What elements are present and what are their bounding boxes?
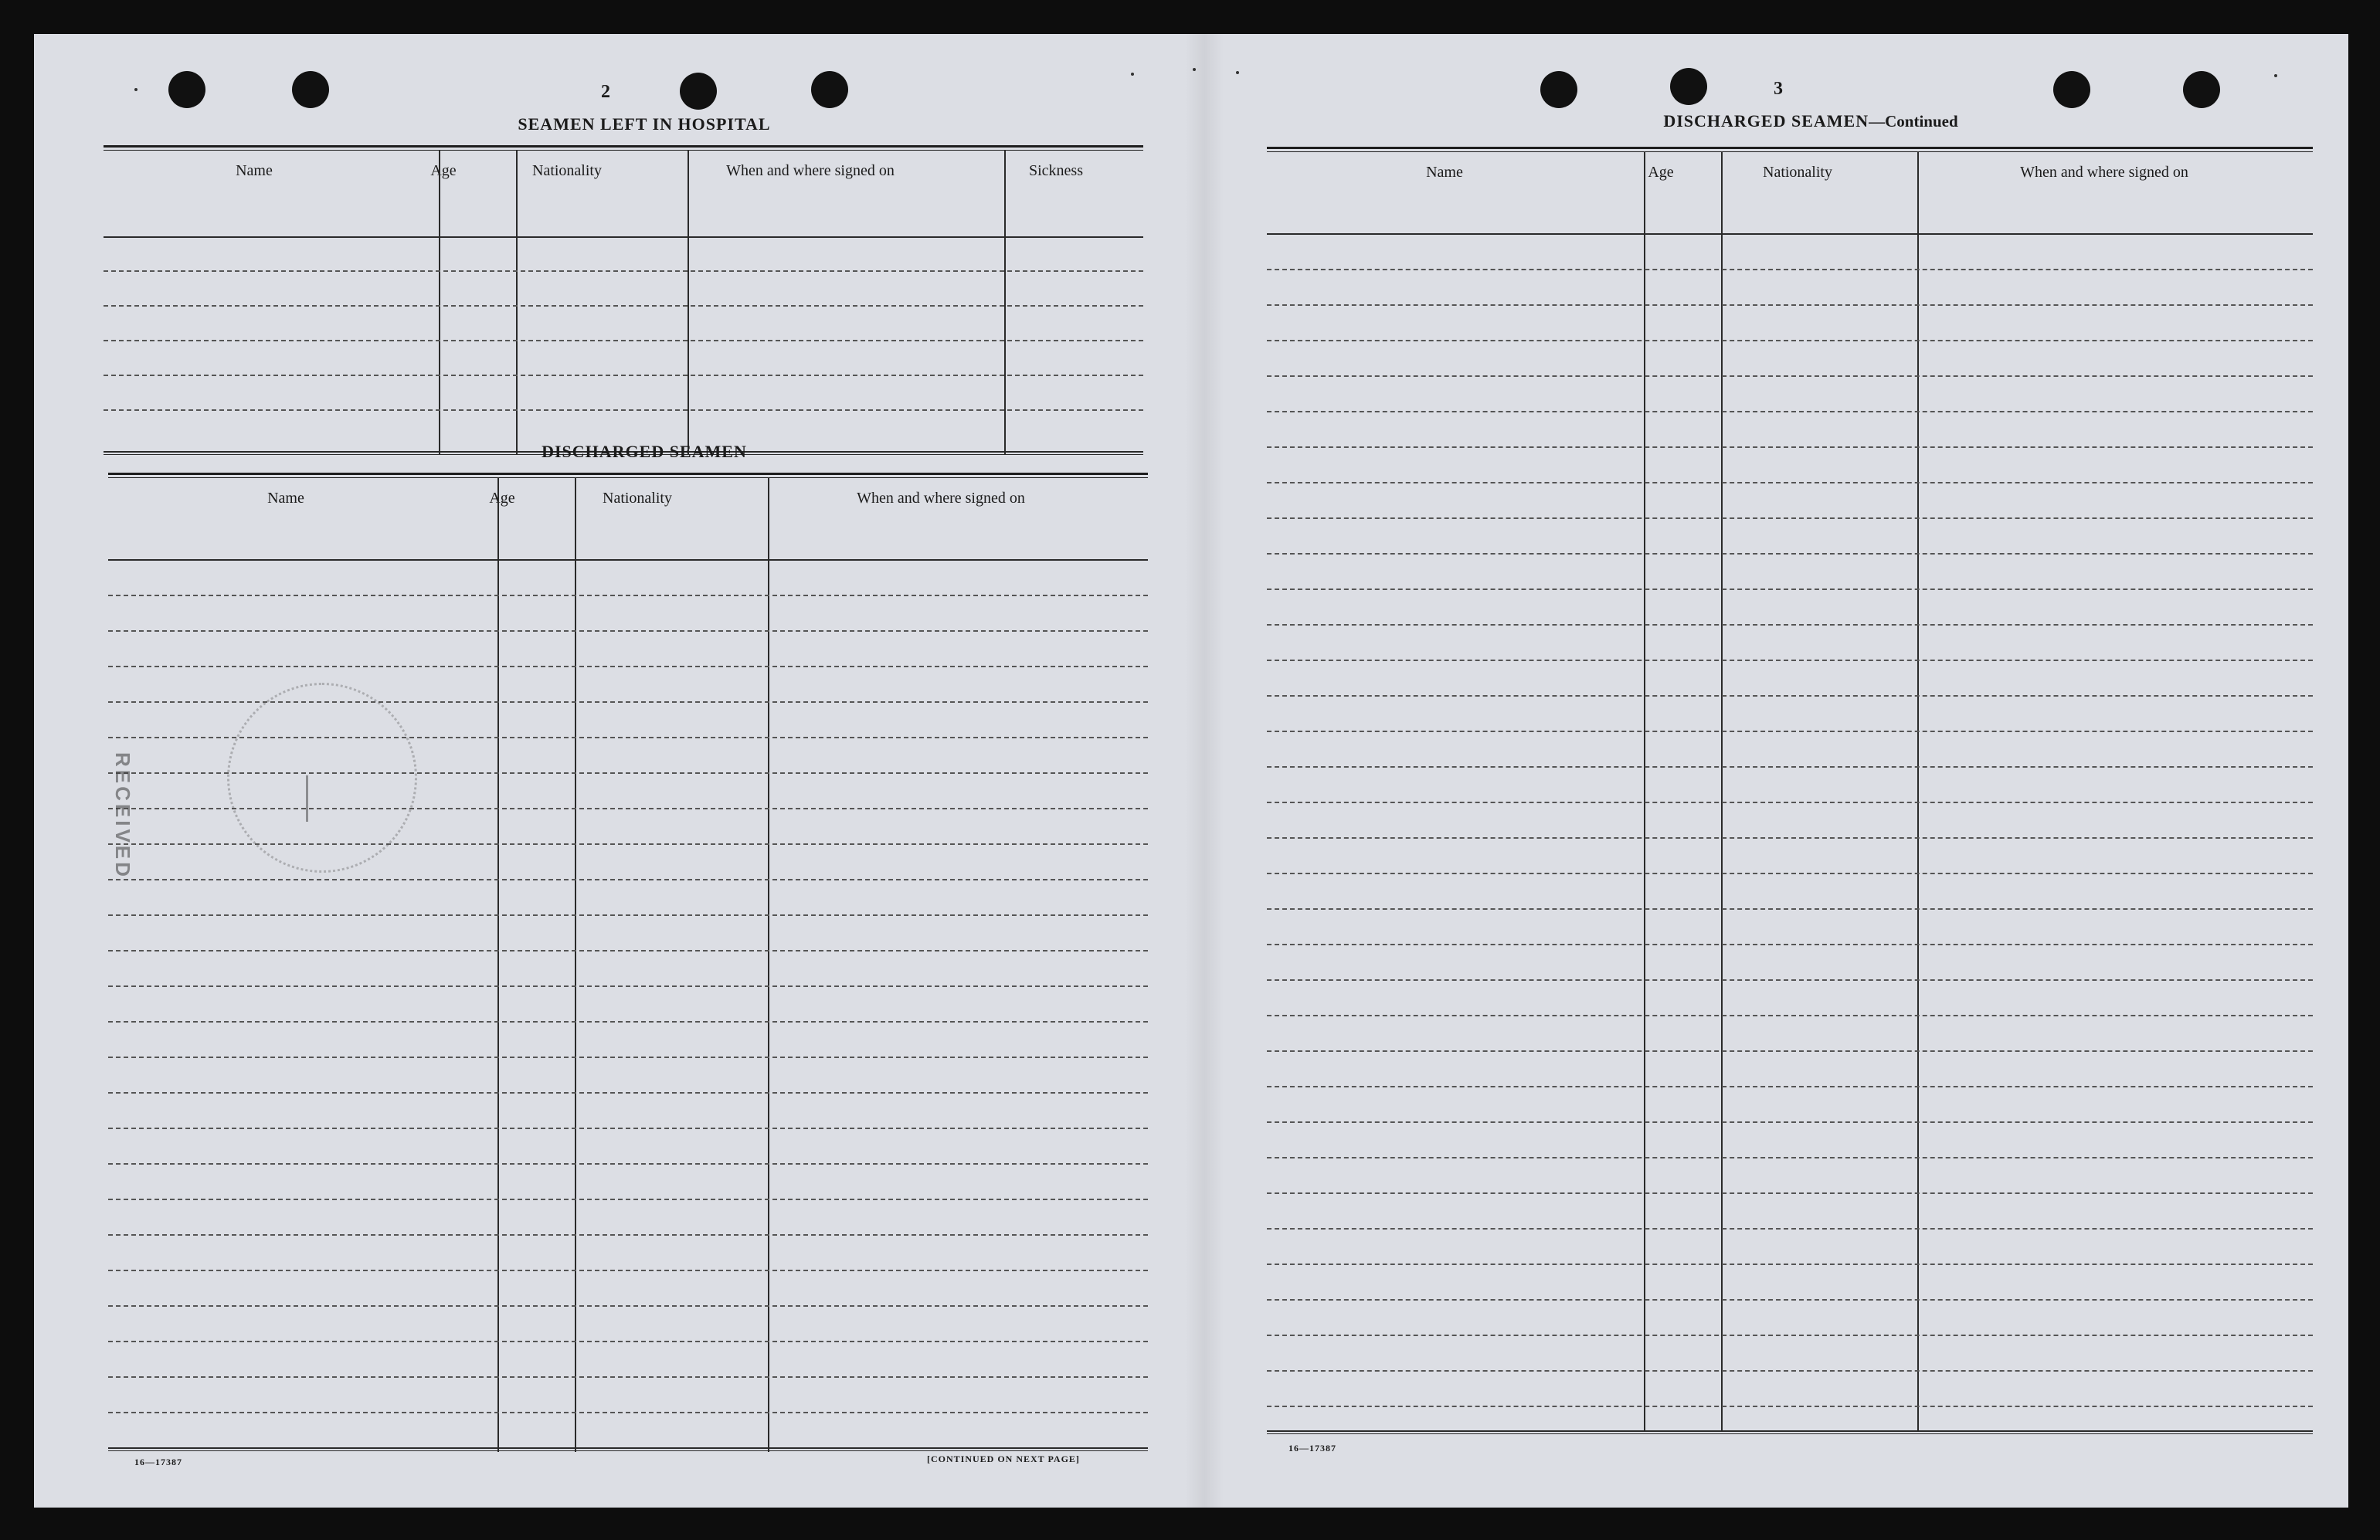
column-divider bbox=[1721, 151, 1723, 1430]
table-bottom-rule bbox=[108, 1447, 1148, 1451]
entry-line bbox=[1267, 873, 2313, 874]
discharged-section-title: DISCHARGED SEAMEN bbox=[542, 442, 747, 461]
entry-line bbox=[1267, 908, 2313, 910]
section-title-main: DISCHARGED SEAMEN bbox=[1663, 111, 1869, 131]
column-divider bbox=[688, 150, 689, 454]
entry-line bbox=[1267, 1086, 2313, 1087]
punch-hole bbox=[1540, 71, 1577, 108]
speck bbox=[134, 88, 138, 91]
entry-line bbox=[1267, 446, 2313, 448]
entry-line bbox=[108, 1376, 1148, 1378]
entry-line bbox=[1267, 624, 2313, 626]
table-top-rule bbox=[104, 145, 1143, 151]
table-top-rule bbox=[1267, 147, 2313, 152]
scanned-document bbox=[34, 34, 2348, 1508]
stamp-mark bbox=[306, 775, 336, 822]
entry-line bbox=[108, 1234, 1148, 1236]
entry-line bbox=[104, 409, 1143, 411]
entry-line bbox=[1267, 340, 2313, 341]
form-code-right: 16—17387 bbox=[1288, 1443, 1336, 1454]
column-header-age: Age bbox=[1648, 164, 1674, 181]
entry-line bbox=[108, 950, 1148, 951]
entry-line bbox=[1267, 304, 2313, 306]
entry-line bbox=[1267, 1370, 2313, 1372]
column-header-name: Name bbox=[267, 490, 304, 507]
column-header-nationality: Nationality bbox=[532, 162, 602, 179]
column-divider bbox=[516, 150, 518, 454]
entry-line bbox=[108, 914, 1148, 916]
entry-line bbox=[1267, 660, 2313, 661]
entry-line bbox=[1267, 766, 2313, 768]
entry-line bbox=[108, 595, 1148, 596]
discharged-table-right bbox=[1267, 147, 2313, 1437]
entry-line bbox=[1267, 553, 2313, 555]
entry-line bbox=[108, 1057, 1148, 1058]
discharged-table-left bbox=[108, 473, 1148, 1455]
table-top-rule bbox=[108, 473, 1148, 478]
entry-line bbox=[1267, 802, 2313, 803]
entry-line bbox=[1267, 589, 2313, 590]
entry-line bbox=[1267, 375, 2313, 377]
entry-line bbox=[1267, 1228, 2313, 1230]
column-header-signed-on: When and where signed on bbox=[857, 490, 1025, 507]
entry-line bbox=[1267, 1121, 2313, 1123]
entry-line bbox=[1267, 1299, 2313, 1301]
continued-note: [CONTINUED ON NEXT PAGE] bbox=[927, 1454, 1080, 1464]
entry-line bbox=[1267, 979, 2313, 981]
entry-line bbox=[108, 1021, 1148, 1023]
entry-line bbox=[108, 985, 1148, 987]
form-code-left: 16—17387 bbox=[134, 1457, 182, 1467]
entry-line bbox=[104, 305, 1143, 307]
punch-hole bbox=[1670, 68, 1707, 105]
entry-line bbox=[108, 1128, 1148, 1129]
entry-line bbox=[108, 1270, 1148, 1271]
entry-line bbox=[1267, 517, 2313, 519]
column-header-name: Name bbox=[1426, 164, 1463, 181]
entry-line bbox=[1267, 1192, 2313, 1194]
punch-hole bbox=[811, 71, 848, 108]
speck bbox=[1236, 71, 1239, 74]
column-header-nationality: Nationality bbox=[603, 490, 672, 507]
entry-line bbox=[108, 630, 1148, 632]
hospital-table bbox=[104, 145, 1143, 457]
speck bbox=[1193, 68, 1196, 71]
speck bbox=[2274, 74, 2277, 77]
column-header-signed-on: When and where signed on bbox=[726, 162, 895, 179]
header-rule bbox=[1267, 233, 2313, 235]
entry-line bbox=[1267, 1335, 2313, 1336]
column-header-sickness: Sickness bbox=[1029, 162, 1083, 179]
entry-line bbox=[108, 1305, 1148, 1307]
punch-hole bbox=[680, 73, 717, 110]
punch-hole bbox=[292, 71, 329, 108]
entry-line bbox=[108, 1341, 1148, 1342]
punch-hole bbox=[2053, 71, 2090, 108]
entry-line bbox=[108, 879, 1148, 880]
entry-line bbox=[1267, 1406, 2313, 1407]
table-bottom-rule bbox=[1267, 1430, 2313, 1434]
punch-hole bbox=[2183, 71, 2220, 108]
entry-line bbox=[1267, 695, 2313, 697]
entry-line bbox=[1267, 1050, 2313, 1052]
discharged-continued-title bbox=[1525, 111, 2097, 131]
header-rule bbox=[108, 559, 1148, 561]
entry-line bbox=[1267, 731, 2313, 732]
header-rule bbox=[104, 236, 1143, 238]
column-divider bbox=[439, 150, 440, 454]
column-header-age: Age bbox=[489, 490, 515, 507]
page-number-left: 2 bbox=[601, 82, 610, 102]
column-header-signed-on: When and where signed on bbox=[2020, 164, 2188, 181]
entry-line bbox=[108, 1412, 1148, 1413]
section-title-suffix: —Continued bbox=[1869, 112, 1958, 131]
entry-line bbox=[108, 666, 1148, 667]
page-fold bbox=[1185, 34, 1224, 1508]
entry-line bbox=[1267, 1264, 2313, 1265]
entry-line bbox=[108, 1199, 1148, 1200]
column-divider bbox=[1644, 151, 1645, 1430]
entry-line bbox=[1267, 1157, 2313, 1158]
entry-line bbox=[104, 375, 1143, 376]
column-divider bbox=[1917, 151, 1919, 1430]
column-header-name: Name bbox=[236, 162, 273, 179]
entry-line bbox=[104, 270, 1143, 272]
entry-line bbox=[104, 340, 1143, 341]
stamp-text: RECEIVED bbox=[111, 752, 134, 880]
column-divider bbox=[1004, 150, 1006, 454]
column-header-age: Age bbox=[430, 162, 457, 179]
punch-hole bbox=[168, 71, 205, 108]
entry-line bbox=[1267, 269, 2313, 270]
entry-line bbox=[1267, 411, 2313, 412]
entry-line bbox=[1267, 944, 2313, 945]
entry-line bbox=[108, 1092, 1148, 1094]
page-number-right: 3 bbox=[1774, 79, 1783, 99]
hospital-section-title: SEAMEN LEFT IN HOSPITAL bbox=[518, 114, 771, 134]
entry-line bbox=[1267, 1015, 2313, 1016]
entry-line bbox=[1267, 837, 2313, 839]
entry-line bbox=[108, 1163, 1148, 1165]
column-header-nationality: Nationality bbox=[1763, 164, 1832, 181]
speck bbox=[1131, 73, 1134, 76]
entry-line bbox=[1267, 482, 2313, 483]
